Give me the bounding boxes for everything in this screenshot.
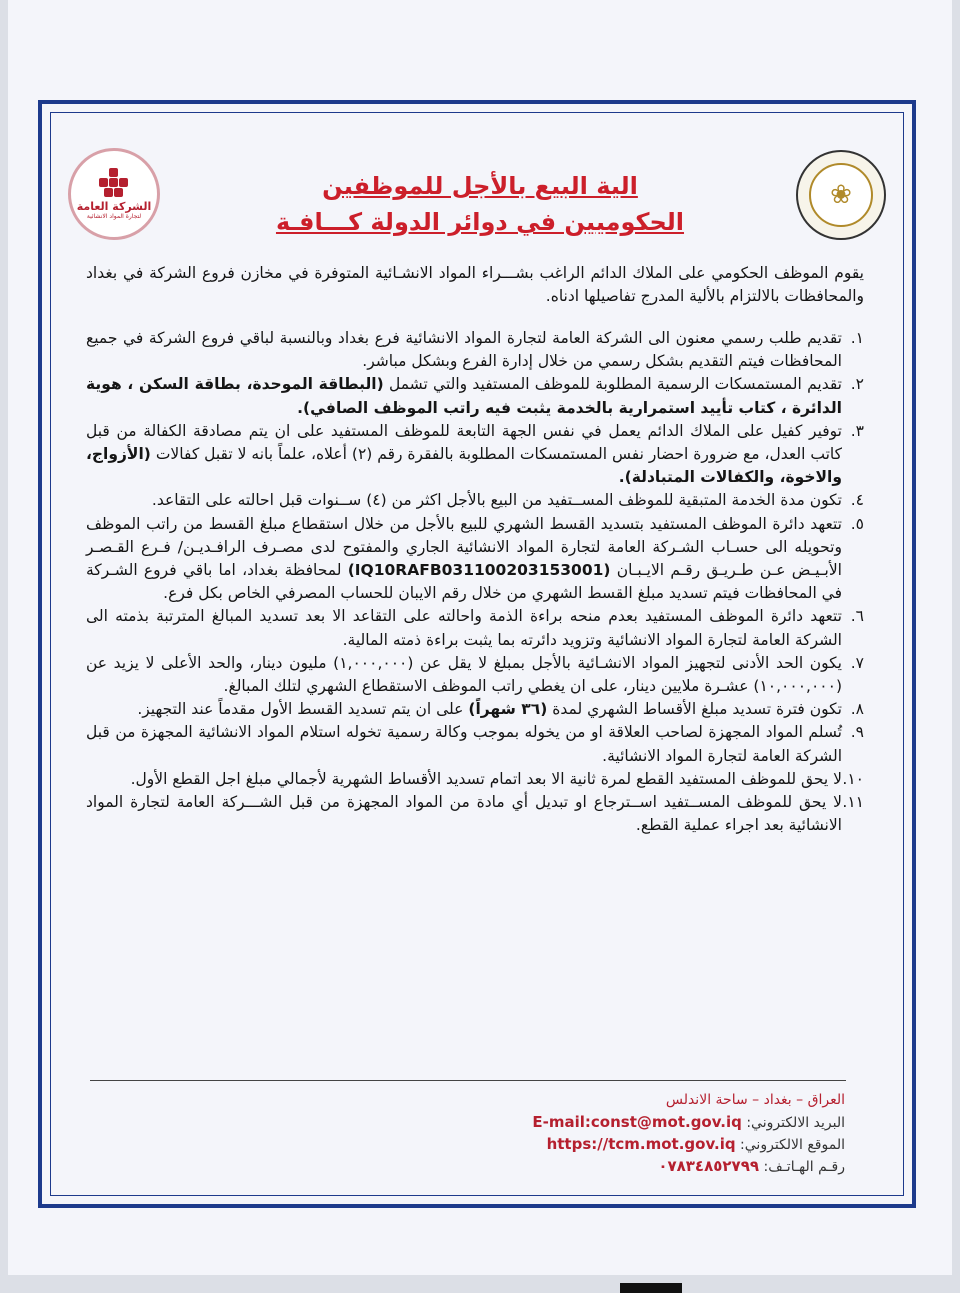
item-number: ٣. (850, 421, 864, 440)
item-number: ١. (850, 329, 864, 347)
item-number: ١١. (842, 793, 864, 812)
item-text: تتعهد دائرة الموظف المستفيد بتسديد القسط الشهري للبيع بالأجل من خلال استقطاع مبلغ القسط من راتب الموظف وتحويله الى حسـاب الشـركة العامة لتجارة المواد الانشائية الجاري والمفتوح لدى مصـرف الرافـديـن/ فـرع القـصـر الأبـيـض عـن طـريـق رقـم الايـبـان (86, 514, 842, 580)
item-text: تتعهد دائرة الموظف المستفيد بعدم منحه براءة الذمة واحالته على التقاعد الا بعد تسديد المبالغ المترتبة بذمته الى الشركة العامة لتجارة المواد الانشائية وتزويد دائرته بما يثبت براءة ذمته المالية. (86, 607, 842, 649)
bottom-edge-object (620, 1283, 682, 1293)
item-text-continued: لمحافظة بغداد، اما باقي فروع الشـركة في المحافظات فيتم تسديد مبلغ القسط الشهري من خلال رقم الايبان للحساب المصرفي الخاص بكل فرع. (86, 561, 842, 603)
company-logo-mark-icon (97, 168, 131, 198)
list-item (86, 791, 864, 837)
list-item (86, 605, 864, 651)
item-text: تقديم طلب رسمي معنون الى الشركة العامة لتجارة المواد الانشائية فرع بغداد وبالنسبة لباقي فروع الشركة في جميع المحافظات فيتم التقديم بشكل رسمي من خلال إدارة الفرع وبشكل مباشر. (86, 329, 842, 371)
footer-phone-row (480, 1157, 845, 1175)
website-link[interactable]: https://tcm.mot.gov.iq (546, 1135, 736, 1153)
list-item (86, 513, 864, 606)
email-label: البريد الالكتروني: (746, 1115, 845, 1131)
company-logo (68, 148, 160, 240)
item-text: تكون فترة تسديد مبلغ الأقساط الشهري لمدة (552, 700, 842, 719)
phone-label: رقـم الهـاتـف: (763, 1159, 845, 1175)
list-item (86, 721, 864, 767)
iban-number: (IQ10RAFB031100203153001) (347, 561, 611, 580)
item-bold-text: (٣٦ شهراً) (468, 700, 548, 719)
list-item (86, 373, 864, 419)
item-text: توفير كفيل على الملاك الدائم يعمل في نفس الجهة التابعة للموظف المستفيد على ان يتم مصادقة الكفالة من قبل كاتب العدل، مع ضرورة احضار نفس المستمسكات المطلوبة بالفقرة رقم (٢) أعلاه، علماً بانه لا تقبل كفالات (86, 421, 843, 464)
list-item (86, 327, 864, 373)
item-text: لا يحق للموظف المستفيد القطع لمرة ثانية الا بعد اتمام تسديد الأقساط الشهرية لأجمالي مبلغ اجل القطع الأول. (130, 769, 842, 788)
item-text: يكون الحد الأدنى لتجهيز المواد الانشـائية بالأجل بمبلغ لا يقل عن (١,٠٠٠,٠٠٠) مليون دينار، والحد الأعلى لا يزيد عن (١٠,٠٠٠,٠٠٠) عشـرة ملايين دينار، على ان يغطي راتب الموظف الاستقطاع الشهري لتلك المبالغ. (86, 653, 842, 696)
item-number: ٦. (850, 607, 864, 626)
item-text: تُسلم المواد المجهزة لصاحب العلاقة او من يخوله بموجب وكالة رسمية تخوله استلام المواد الانشائية المجهزة من قبل الشركة العامة لتجارة المواد الانشائية. (86, 723, 842, 765)
item-number: ٥. (850, 514, 864, 533)
item-number: ٩. (850, 723, 864, 742)
website-label: الموقع الالكتروني: (740, 1137, 845, 1153)
email-link[interactable]: E-mail:const@mot.gov.iq (532, 1113, 742, 1131)
footer-divider (90, 1080, 846, 1081)
item-number: ٢. (850, 375, 864, 394)
item-bold-text: (الأزواج، والاخوة، والكفالات المتبادلة). (86, 445, 842, 487)
ministry-seal (796, 150, 886, 240)
footer-email-row (480, 1113, 845, 1131)
conditions-list (86, 327, 864, 837)
company-logo-subtitle: لتجارة المواد الانشائية (86, 213, 142, 220)
item-text-continued: على ان يتم تسديد القسط الأول مقدماً عند التجهيز. (137, 700, 464, 719)
phone-number: ٠٧٨٣٤٨٥٢٧٩٩ (658, 1157, 760, 1175)
item-text: تقديم المستمسكات الرسمية المطلوبة للموظف المستفيد والتي تشمل (388, 375, 842, 394)
list-item (86, 652, 864, 698)
item-text: تكون مدة الخدمة المتبقية للموظف المســتفيد من البيع بالأجل اكثر من (٤) ســنوات قبل احالته على التقاعد. (151, 491, 842, 510)
document-title-line1: الية البيع بالأجل للموظفين (322, 172, 638, 200)
list-item (86, 768, 864, 791)
item-number: ٤. (850, 491, 864, 510)
intro-paragraph: يقوم الموظف الحكومي على الملاك الدائم الراغب بشـــراء المواد الانشـائية المتوفرة في مخازن فروع الشركة في بغداد والمحافظات بالالتزام بالألية المدرج تفاصيلها ادناه. (86, 264, 864, 306)
list-item (86, 489, 864, 512)
item-number: ٨. (850, 700, 864, 719)
ministry-seal-eagle-icon: ❀ (809, 163, 873, 227)
item-text: لا يحق للموظف المســتفيد اســترجاع او تبديل أي مادة من المواد المجهزة من قبل الشـــركة العامة لتجارة المواد الانشائية بعد اجراء عملية القطع. (86, 793, 842, 835)
company-logo-name: الشركة العامة (76, 200, 152, 213)
item-bold-text: (البطاقة الموحدة، بطاقة السكن ، هوية الدائرة ، كتاب تأييد استمرارية بالخدمة يثبت فيه راتب الموظف الصافي). (86, 375, 842, 417)
item-number: ٧. (850, 653, 864, 672)
footer-address: العراق – بغداد – ساحة الاندلس (665, 1092, 845, 1108)
list-item (86, 698, 864, 721)
document-title-line2: الحكوميين في دوائر الدولة كـــافـة (275, 208, 685, 236)
list-item (86, 420, 864, 490)
item-number: ١٠. (842, 769, 864, 788)
footer-website-row (480, 1135, 845, 1153)
